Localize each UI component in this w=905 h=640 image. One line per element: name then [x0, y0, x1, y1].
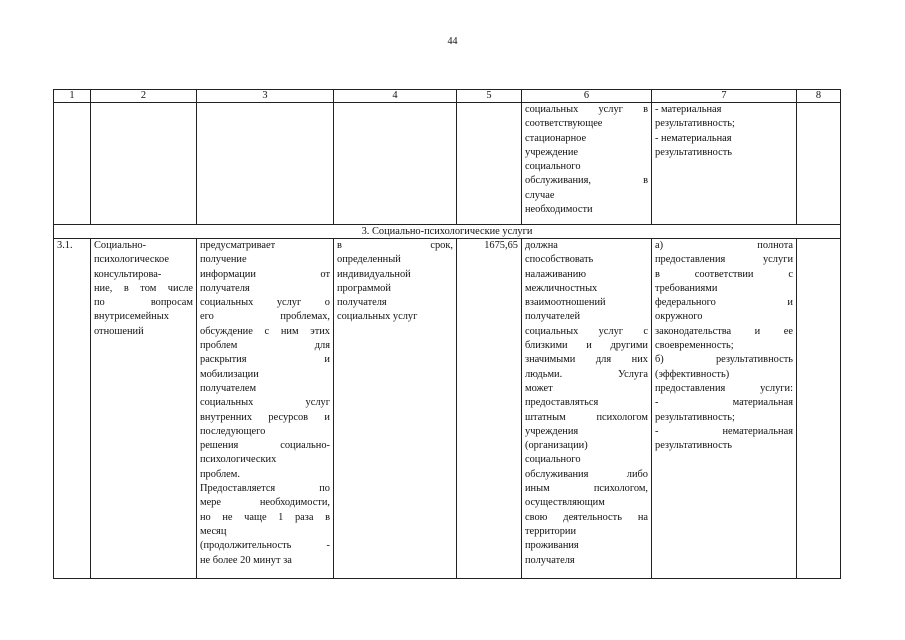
cell-line: свою деятельность на — [525, 511, 648, 523]
continued-conditions — [522, 103, 652, 225]
cell-line: законодательства и ее — [655, 325, 793, 337]
page-number: 44 — [447, 36, 458, 47]
header-cell: 2 — [91, 90, 197, 103]
section-title: 3. Социально-психологические услуги — [54, 225, 841, 239]
cell-line: может — [525, 382, 553, 394]
cell-line: внутренних ресурсов и — [200, 411, 330, 423]
cell-line: учреждение — [525, 146, 579, 158]
cell-line: предоставления услуги — [655, 254, 793, 266]
cell-line: (эффективность) — [655, 368, 730, 380]
cell-line: Социально- — [94, 240, 147, 251]
cell-line: учреждения — [525, 425, 579, 437]
cell-line: - материальная — [655, 397, 793, 409]
cell-line: проблем. — [200, 468, 240, 480]
cell-line: предусматривает — [200, 240, 276, 251]
cell-empty — [197, 103, 334, 225]
cell-line: необходимости — [525, 204, 593, 216]
cell-line: получателей — [525, 311, 581, 323]
cell-line: отношений — [94, 325, 144, 337]
service-row-3-1 — [54, 239, 841, 579]
cell-line: (организации) — [525, 440, 588, 452]
cell-line: социальных услуг в — [525, 104, 648, 115]
cell-line: взаимоотношений — [525, 297, 606, 309]
cell-line: результативность — [655, 146, 733, 158]
cell-line: значимыми для них — [525, 354, 648, 366]
continued-row — [54, 103, 841, 225]
cell-line: своевременность; — [655, 340, 734, 352]
cell-line: штатным психологом — [525, 411, 648, 423]
cell-line: получателем — [200, 382, 257, 394]
header-cell: 6 — [522, 90, 652, 103]
cell-line: результативность — [655, 440, 733, 452]
service-description — [197, 239, 334, 579]
cell-empty — [797, 103, 841, 225]
cell-line: социальных услуг о — [200, 297, 330, 309]
cell-line: окружного — [655, 311, 703, 323]
cell-line: близкими и другими — [525, 340, 648, 352]
cell-line: мере необходимости, — [200, 497, 330, 509]
cell-line: социального — [525, 454, 581, 466]
header-row — [54, 90, 841, 103]
cell-line: (продолжительность - — [200, 540, 330, 552]
cell-empty — [457, 103, 522, 225]
cell-line: раскрытия и — [200, 354, 330, 366]
cell-line: проблем для — [200, 340, 330, 352]
cell-line: получателя — [525, 554, 575, 566]
cell-line: не более 20 минут за — [200, 554, 292, 566]
cell-line: результативность; — [655, 118, 735, 130]
cell-line: налаживанию — [525, 268, 587, 280]
cell-line: федерального и — [655, 297, 793, 309]
cell-line: соответствующее — [525, 118, 603, 130]
cell-line: получателя — [200, 282, 250, 294]
header-cell: 1 — [54, 90, 91, 103]
cell-line: а) полнота — [655, 240, 793, 251]
continued-quality — [652, 103, 797, 225]
cell-line: - материальная — [655, 104, 722, 115]
cell-line: по вопросам — [94, 297, 193, 309]
service-conditions — [522, 239, 652, 579]
cell-line: внутрисемейных — [94, 311, 169, 323]
cell-line: случае — [525, 189, 555, 201]
cell-line: территории — [525, 525, 577, 537]
cell-line: иным психологом, — [525, 483, 648, 495]
cell-line: психологических — [200, 454, 277, 466]
cell-line: обслуживания, в — [525, 175, 648, 187]
cell-line: но не чаще 1 раза в — [200, 511, 330, 523]
cell-line: последующего — [200, 425, 266, 437]
cell-line: программой — [337, 282, 391, 294]
cell-line: осуществляющим — [525, 497, 605, 509]
cell-line: людьми. Услуга — [525, 368, 648, 380]
cell-line: обсуждение с ним этих — [200, 325, 330, 337]
cell-line: в соответствии с — [655, 268, 793, 280]
cell-line: обслуживания либо — [525, 468, 648, 480]
cell-empty — [91, 103, 197, 225]
cell-line: социального — [525, 161, 581, 173]
cell-line: - нематериальная — [655, 425, 793, 437]
cell-line: получение — [200, 254, 247, 266]
cell-empty — [54, 103, 91, 225]
header-cell: 3 — [197, 90, 334, 103]
cell-line: психологическое — [94, 254, 169, 266]
cell-line: информации от — [200, 268, 330, 280]
cell-line: способствовать — [525, 254, 594, 266]
cell-line: месяц — [200, 525, 227, 537]
cell-line: предоставляться — [525, 397, 599, 409]
cell-line: проживания — [525, 540, 579, 552]
cell-line: социальных услуг с — [525, 325, 648, 337]
service-cost: 1675,65 — [457, 239, 522, 579]
cell-line: получателя — [337, 297, 387, 309]
cell-line: определенный — [337, 254, 401, 266]
cell-line: социальных услуг — [337, 311, 418, 323]
service-name — [91, 239, 197, 579]
cell-line: предоставления услуги: — [655, 382, 793, 394]
cell-line: мобилизации — [200, 368, 259, 380]
cell-empty — [797, 239, 841, 579]
service-term — [334, 239, 457, 579]
header-cell: 4 — [334, 90, 457, 103]
cell-line: социальных услуг — [200, 397, 330, 409]
cell-line: - нематериальная — [655, 132, 732, 144]
cell-line: в срок, — [337, 240, 453, 251]
cell-line: б) результативность — [655, 354, 793, 366]
header-cell: 5 — [457, 90, 522, 103]
section-row — [54, 225, 841, 239]
cell-line: решения социально- — [200, 440, 330, 452]
cell-line: результативность; — [655, 411, 735, 423]
cell-line: межличностных — [525, 282, 598, 294]
service-quality — [652, 239, 797, 579]
services-table — [53, 89, 841, 579]
service-number: 3.1. — [54, 239, 91, 579]
cell-line: его проблемах, — [200, 311, 330, 323]
cell-line: Предоставляется по — [200, 483, 330, 495]
cell-line: требованиями — [655, 282, 718, 294]
cell-line: индивидуальной — [337, 268, 411, 280]
cell-line: консультирова- — [94, 268, 162, 280]
header-cell: 7 — [652, 90, 797, 103]
header-cell: 8 — [797, 90, 841, 103]
cell-empty — [334, 103, 457, 225]
cell-line: должна — [525, 240, 558, 251]
cell-line: стационарное — [525, 132, 587, 144]
cell-line: ние, в том числе — [94, 282, 193, 294]
